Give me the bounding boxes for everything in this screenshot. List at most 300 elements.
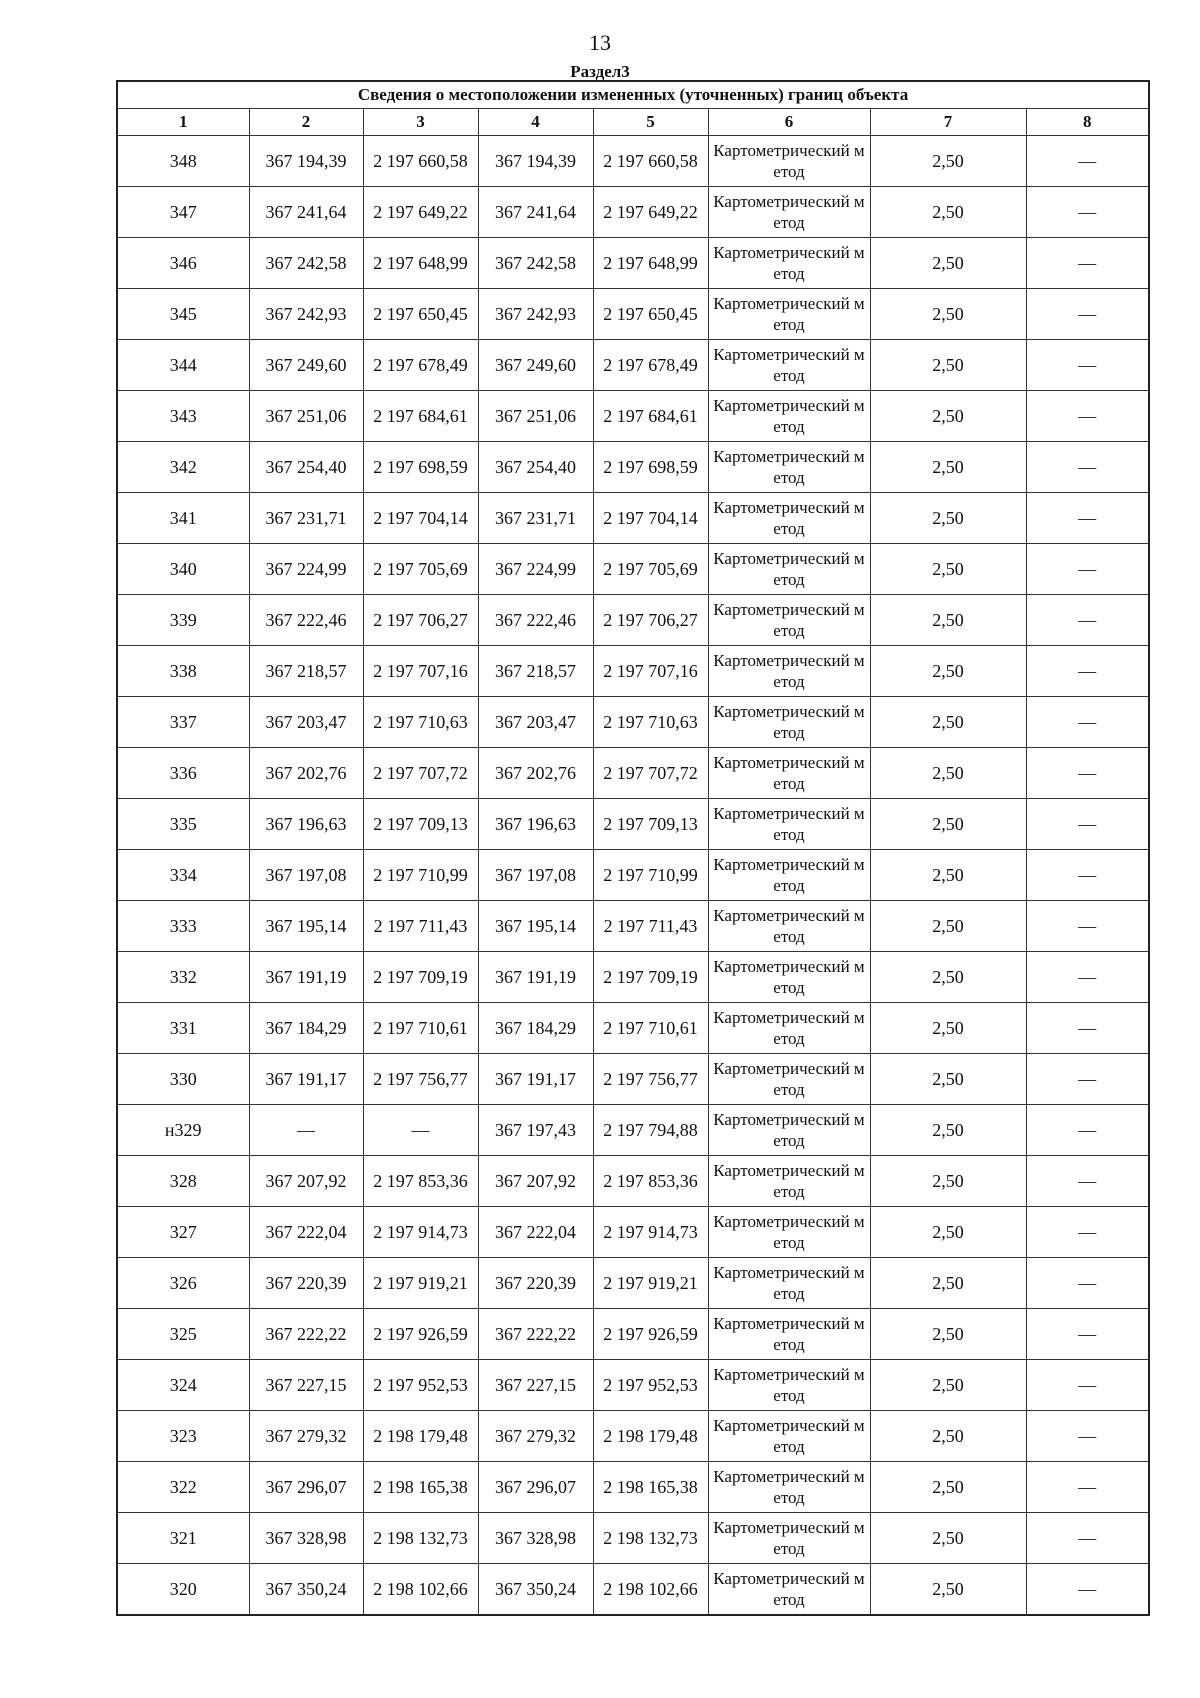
method-cell [708,595,870,646]
description-cell: — [1026,1054,1149,1105]
x-new-cell: 367 218,57 [478,646,593,697]
x-old-cell: 367 194,39 [249,136,363,187]
accuracy-cell: 2,50 [870,1054,1026,1105]
table-row [117,238,1149,289]
y-old-cell: 2 197 705,69 [363,544,478,595]
accuracy-cell: 2,50 [870,238,1026,289]
column-header: 8 [1026,109,1149,136]
method-cell [708,850,870,901]
table-row [117,493,1149,544]
method-cell [708,952,870,1003]
point-number-cell: 326 [117,1258,249,1309]
description-cell: — [1026,1156,1149,1207]
x-old-cell: 367 197,08 [249,850,363,901]
description-cell: — [1026,1105,1149,1156]
accuracy-cell: 2,50 [870,493,1026,544]
y-old-cell: 2 198 165,38 [363,1462,478,1513]
y-new-cell: 2 197 678,49 [593,340,708,391]
description-cell: — [1026,697,1149,748]
method-text: Картометрический метод [713,1518,865,1558]
x-new-cell: 367 191,17 [478,1054,593,1105]
table-row [117,1411,1149,1462]
x-old-cell: 367 202,76 [249,748,363,799]
x-new-cell: 367 191,19 [478,952,593,1003]
x-old-cell: 367 231,71 [249,493,363,544]
description-cell: — [1026,1207,1149,1258]
method-text: Картометрический метод [713,1467,865,1507]
page-number: 13 [589,30,611,55]
point-number-cell: 336 [117,748,249,799]
table-row [117,442,1149,493]
x-new-cell: 367 251,06 [478,391,593,442]
y-old-cell: 2 198 102,66 [363,1564,478,1616]
method-cell [708,442,870,493]
y-old-cell: 2 197 707,16 [363,646,478,697]
method-text: Картометрический метод [713,1059,865,1099]
point-number-cell: 322 [117,1462,249,1513]
y-old-cell: 2 197 853,36 [363,1156,478,1207]
y-new-cell: 2 197 698,59 [593,442,708,493]
y-old-cell: — [363,1105,478,1156]
y-old-cell: 2 197 660,58 [363,136,478,187]
column-header: 7 [870,109,1026,136]
point-number-cell: 334 [117,850,249,901]
accuracy-cell: 2,50 [870,901,1026,952]
point-number-cell: 347 [117,187,249,238]
accuracy-cell: 2,50 [870,697,1026,748]
method-cell [708,1411,870,1462]
method-cell [708,1564,870,1616]
point-number-cell: 343 [117,391,249,442]
x-old-cell: 367 222,22 [249,1309,363,1360]
method-text: Картометрический метод [713,294,865,334]
method-cell [708,1258,870,1309]
description-cell: — [1026,289,1149,340]
x-old-cell: 367 196,63 [249,799,363,850]
table-row [117,1360,1149,1411]
y-new-cell: 2 197 648,99 [593,238,708,289]
method-text: Картометрический метод [713,1212,865,1252]
x-new-cell: 367 222,22 [478,1309,593,1360]
y-old-cell: 2 197 649,22 [363,187,478,238]
method-cell [708,187,870,238]
point-number-cell: 327 [117,1207,249,1258]
x-new-cell: 367 222,46 [478,595,593,646]
x-old-cell: 367 242,58 [249,238,363,289]
point-number-cell: 328 [117,1156,249,1207]
method-text: Картометрический метод [713,651,865,691]
description-cell: — [1026,1462,1149,1513]
x-new-cell: 367 328,98 [478,1513,593,1564]
y-old-cell: 2 197 919,21 [363,1258,478,1309]
y-new-cell: 2 197 919,21 [593,1258,708,1309]
method-cell [708,1003,870,1054]
y-new-cell: 2 197 684,61 [593,391,708,442]
table-row [117,1258,1149,1309]
accuracy-cell: 2,50 [870,1207,1026,1258]
accuracy-cell: 2,50 [870,340,1026,391]
y-old-cell: 2 197 709,19 [363,952,478,1003]
table-row [117,1513,1149,1564]
y-old-cell: 2 197 698,59 [363,442,478,493]
accuracy-cell: 2,50 [870,1105,1026,1156]
x-old-cell: 367 249,60 [249,340,363,391]
column-header: 3 [363,109,478,136]
x-new-cell: 367 227,15 [478,1360,593,1411]
description-cell: — [1026,1360,1149,1411]
table-row [117,1003,1149,1054]
accuracy-cell: 2,50 [870,952,1026,1003]
accuracy-cell: 2,50 [870,1360,1026,1411]
y-old-cell: 2 197 678,49 [363,340,478,391]
y-old-cell: 2 197 707,72 [363,748,478,799]
method-cell [708,1360,870,1411]
x-old-cell: 367 222,46 [249,595,363,646]
y-new-cell: 2 197 707,72 [593,748,708,799]
method-cell [708,748,870,799]
point-number-cell: 321 [117,1513,249,1564]
x-new-cell: 367 202,76 [478,748,593,799]
method-text: Картометрический метод [713,1314,865,1354]
y-new-cell: 2 197 710,61 [593,1003,708,1054]
table-row [117,697,1149,748]
y-new-cell: 2 197 706,27 [593,595,708,646]
accuracy-cell: 2,50 [870,442,1026,493]
y-new-cell: 2 197 649,22 [593,187,708,238]
method-text: Картометрический метод [713,753,865,793]
table-row [117,1054,1149,1105]
x-old-cell: 367 279,32 [249,1411,363,1462]
x-old-cell: 367 195,14 [249,901,363,952]
method-text: Картометрический метод [713,702,865,742]
accuracy-cell: 2,50 [870,391,1026,442]
y-old-cell: 2 197 710,61 [363,1003,478,1054]
y-old-cell: 2 197 926,59 [363,1309,478,1360]
method-cell [708,136,870,187]
y-new-cell: 2 197 660,58 [593,136,708,187]
description-cell: — [1026,952,1149,1003]
table-row [117,748,1149,799]
y-old-cell: 2 197 684,61 [363,391,478,442]
accuracy-cell: 2,50 [870,1309,1026,1360]
x-new-cell: 367 197,43 [478,1105,593,1156]
table-row [117,850,1149,901]
y-new-cell: 2 197 710,63 [593,697,708,748]
method-text: Картометрический метод [713,141,865,181]
table-row [117,1207,1149,1258]
accuracy-cell: 2,50 [870,748,1026,799]
table-body [117,136,1149,1616]
table-row [117,1564,1149,1616]
x-old-cell: 367 224,99 [249,544,363,595]
method-text: Картометрический метод [713,1569,865,1609]
accuracy-cell: 2,50 [870,1156,1026,1207]
method-text: Картометрический метод [713,447,865,487]
point-number-cell: н329 [117,1105,249,1156]
method-cell [708,391,870,442]
y-new-cell: 2 197 711,43 [593,901,708,952]
accuracy-cell: 2,50 [870,1411,1026,1462]
method-text: Картометрический метод [713,549,865,589]
description-cell: — [1026,646,1149,697]
table-row [117,136,1149,187]
method-text: Картометрический метод [713,396,865,436]
x-new-cell: 367 296,07 [478,1462,593,1513]
y-new-cell: 2 197 794,88 [593,1105,708,1156]
accuracy-cell: 2,50 [870,1003,1026,1054]
point-number-cell: 337 [117,697,249,748]
description-cell: — [1026,1411,1149,1462]
description-cell: — [1026,391,1149,442]
x-old-cell: 367 207,92 [249,1156,363,1207]
column-header: 1 [117,109,249,136]
table-title: Сведения о местоположении измененных (уточненных) границ объекта [117,81,1149,109]
accuracy-cell: 2,50 [870,1462,1026,1513]
method-text: Картометрический метод [713,1416,865,1456]
description-cell: — [1026,493,1149,544]
table-row [117,595,1149,646]
method-text: Картометрический метод [713,855,865,895]
description-cell: — [1026,1513,1149,1564]
method-text: Картометрический метод [713,243,865,283]
x-new-cell: 367 195,14 [478,901,593,952]
x-old-cell: 367 220,39 [249,1258,363,1309]
x-new-cell: 367 350,24 [478,1564,593,1616]
method-cell [708,799,870,850]
y-new-cell: 2 197 926,59 [593,1309,708,1360]
method-text: Картометрический метод [713,192,865,232]
table-row [117,544,1149,595]
accuracy-cell: 2,50 [870,595,1026,646]
method-text: Картометрический метод [713,1161,865,1201]
method-cell [708,1054,870,1105]
y-old-cell: 2 197 709,13 [363,799,478,850]
accuracy-cell: 2,50 [870,187,1026,238]
y-old-cell: 2 197 756,77 [363,1054,478,1105]
x-old-cell: 367 328,98 [249,1513,363,1564]
point-number-cell: 335 [117,799,249,850]
y-new-cell: 2 197 650,45 [593,289,708,340]
point-number-cell: 339 [117,595,249,646]
table-row [117,1309,1149,1360]
x-new-cell: 367 196,63 [478,799,593,850]
y-new-cell: 2 197 952,53 [593,1360,708,1411]
table-row [117,952,1149,1003]
method-cell [708,697,870,748]
table-row [117,799,1149,850]
point-number-cell: 330 [117,1054,249,1105]
method-cell [708,1156,870,1207]
y-old-cell: 2 197 914,73 [363,1207,478,1258]
x-new-cell: 367 241,64 [478,187,593,238]
table-row [117,901,1149,952]
y-new-cell: 2 197 709,19 [593,952,708,1003]
table-row [117,340,1149,391]
description-cell: — [1026,901,1149,952]
x-old-cell: 367 254,40 [249,442,363,493]
column-header: 4 [478,109,593,136]
accuracy-cell: 2,50 [870,646,1026,697]
accuracy-cell: 2,50 [870,1564,1026,1616]
point-number-cell: 344 [117,340,249,391]
y-old-cell: 2 197 710,63 [363,697,478,748]
x-new-cell: 367 194,39 [478,136,593,187]
y-old-cell: 2 197 711,43 [363,901,478,952]
point-number-cell: 348 [117,136,249,187]
description-cell: — [1026,544,1149,595]
point-number-cell: 345 [117,289,249,340]
y-new-cell: 2 197 853,36 [593,1156,708,1207]
description-cell: — [1026,799,1149,850]
y-new-cell: 2 197 756,77 [593,1054,708,1105]
description-cell: — [1026,238,1149,289]
table-row [117,391,1149,442]
y-old-cell: 2 197 706,27 [363,595,478,646]
x-new-cell: 367 242,93 [478,289,593,340]
x-old-cell: 367 191,19 [249,952,363,1003]
x-new-cell: 367 254,40 [478,442,593,493]
point-number-cell: 340 [117,544,249,595]
y-new-cell: 2 197 709,13 [593,799,708,850]
x-old-cell: 367 251,06 [249,391,363,442]
description-cell: — [1026,1309,1149,1360]
x-old-cell: 367 241,64 [249,187,363,238]
table-row [117,646,1149,697]
point-number-cell: 338 [117,646,249,697]
y-old-cell: 2 197 650,45 [363,289,478,340]
method-text: Картометрический метод [713,498,865,538]
method-cell [708,1513,870,1564]
point-number-cell: 333 [117,901,249,952]
accuracy-cell: 2,50 [870,1258,1026,1309]
y-new-cell: 2 198 165,38 [593,1462,708,1513]
description-cell: — [1026,748,1149,799]
y-old-cell: 2 198 132,73 [363,1513,478,1564]
method-text: Картометрический метод [713,600,865,640]
y-old-cell: 2 197 704,14 [363,493,478,544]
point-number-cell: 341 [117,493,249,544]
y-old-cell: 2 198 179,48 [363,1411,478,1462]
y-new-cell: 2 197 710,99 [593,850,708,901]
point-number-cell: 325 [117,1309,249,1360]
point-number-cell: 324 [117,1360,249,1411]
description-cell: — [1026,1258,1149,1309]
x-old-cell: 367 350,24 [249,1564,363,1616]
description-cell: — [1026,1564,1149,1616]
x-new-cell: 367 279,32 [478,1411,593,1462]
x-new-cell: 367 207,92 [478,1156,593,1207]
method-cell [708,1207,870,1258]
method-text: Картометрический метод [713,1365,865,1405]
column-header: 5 [593,109,708,136]
x-old-cell: 367 296,07 [249,1462,363,1513]
y-new-cell: 2 197 705,69 [593,544,708,595]
method-text: Картометрический метод [713,1008,865,1048]
accuracy-cell: 2,50 [870,799,1026,850]
x-old-cell: 367 184,29 [249,1003,363,1054]
x-new-cell: 367 222,04 [478,1207,593,1258]
x-new-cell: 367 242,58 [478,238,593,289]
method-cell [708,1462,870,1513]
method-cell [708,544,870,595]
x-new-cell: 367 224,99 [478,544,593,595]
x-old-cell: 367 242,93 [249,289,363,340]
description-cell: — [1026,136,1149,187]
method-text: Картометрический метод [713,1110,865,1150]
section-label: Раздел3 [570,62,630,81]
x-new-cell: 367 203,47 [478,697,593,748]
point-number-cell: 342 [117,442,249,493]
y-new-cell: 2 198 132,73 [593,1513,708,1564]
y-new-cell: 2 197 707,16 [593,646,708,697]
method-cell [708,1309,870,1360]
table-row [117,187,1149,238]
y-new-cell: 2 197 704,14 [593,493,708,544]
table-row [117,289,1149,340]
method-text: Картометрический метод [713,906,865,946]
column-header: 2 [249,109,363,136]
x-new-cell: 367 231,71 [478,493,593,544]
description-cell: — [1026,442,1149,493]
x-old-cell: — [249,1105,363,1156]
point-number-cell: 323 [117,1411,249,1462]
method-cell [708,646,870,697]
description-cell: — [1026,850,1149,901]
method-text: Картометрический метод [713,957,865,997]
column-header: 6 [708,109,870,136]
point-number-cell: 331 [117,1003,249,1054]
y-new-cell: 2 198 179,48 [593,1411,708,1462]
table-row [117,1105,1149,1156]
accuracy-cell: 2,50 [870,1513,1026,1564]
x-old-cell: 367 203,47 [249,697,363,748]
coordinates-table [116,80,1150,1616]
x-new-cell: 367 249,60 [478,340,593,391]
y-old-cell: 2 197 710,99 [363,850,478,901]
y-old-cell: 2 197 648,99 [363,238,478,289]
description-cell: — [1026,595,1149,646]
accuracy-cell: 2,50 [870,289,1026,340]
x-old-cell: 367 227,15 [249,1360,363,1411]
accuracy-cell: 2,50 [870,544,1026,595]
point-number-cell: 320 [117,1564,249,1616]
point-number-cell: 332 [117,952,249,1003]
x-old-cell: 367 222,04 [249,1207,363,1258]
method-cell [708,493,870,544]
accuracy-cell: 2,50 [870,850,1026,901]
method-cell [708,901,870,952]
x-new-cell: 367 184,29 [478,1003,593,1054]
x-new-cell: 367 197,08 [478,850,593,901]
table-row [117,1462,1149,1513]
method-cell [708,289,870,340]
description-cell: — [1026,187,1149,238]
x-new-cell: 367 220,39 [478,1258,593,1309]
accuracy-cell: 2,50 [870,136,1026,187]
column-header-row [117,109,1149,136]
method-text: Картометрический метод [713,345,865,385]
method-text: Картометрический метод [713,804,865,844]
x-old-cell: 367 218,57 [249,646,363,697]
x-old-cell: 367 191,17 [249,1054,363,1105]
y-new-cell: 2 197 914,73 [593,1207,708,1258]
y-old-cell: 2 197 952,53 [363,1360,478,1411]
description-cell: — [1026,340,1149,391]
method-cell [708,1105,870,1156]
table-row [117,1156,1149,1207]
point-number-cell: 346 [117,238,249,289]
description-cell: — [1026,1003,1149,1054]
